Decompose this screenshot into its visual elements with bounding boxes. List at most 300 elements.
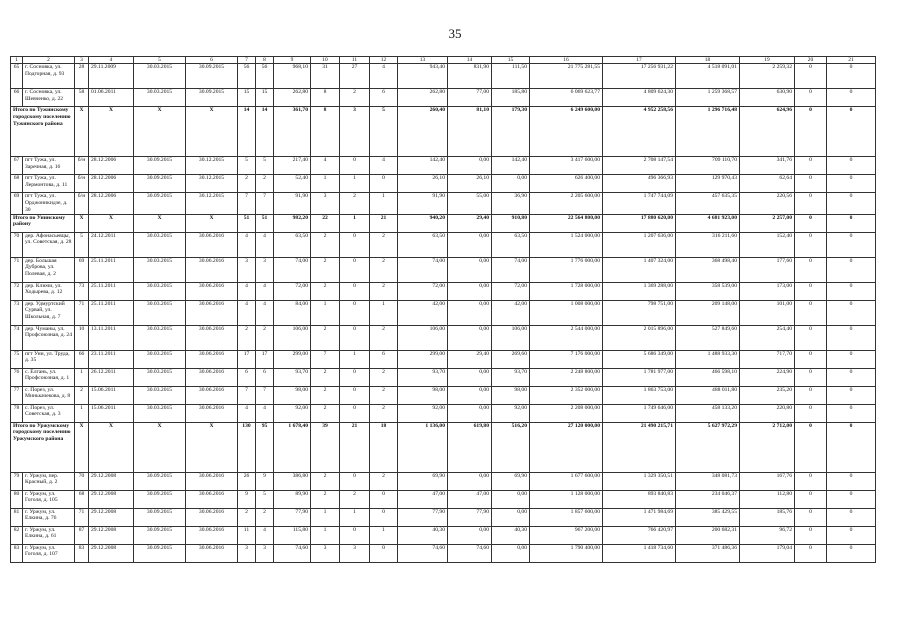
value-cell: 4 [256, 300, 274, 325]
value-cell: 1 471 984,69 [603, 508, 676, 526]
value-cell: 2 [238, 325, 256, 350]
value-cell: 28.12.2006 [89, 175, 134, 193]
value-cell: 30.03.2015 [134, 64, 186, 89]
value-cell: 1 008 000,00 [530, 300, 603, 325]
value-cell: 68 [75, 490, 89, 508]
value-cell: 893 840,83 [603, 490, 676, 508]
value-cell: 2 [340, 89, 370, 107]
address-cell: пгт Тужа, ул. Лермонтова, д. 11 [23, 175, 75, 193]
table-row [11, 544, 876, 562]
value-cell: 77,90 [398, 508, 448, 526]
value-cell: 0 [827, 325, 876, 350]
value-cell: 0 [340, 325, 370, 350]
value-cell: 30.06.2016 [186, 257, 238, 282]
value-cell: 5 686 349,00 [603, 350, 676, 368]
subtotal-cell: X [75, 107, 89, 157]
value-cell: 129 970,43 [676, 175, 740, 193]
value-cell: 0 [340, 368, 370, 386]
subtotal-cell: 17 880 620,00 [603, 214, 676, 232]
value-cell: 30.12.2015 [186, 157, 238, 175]
subtotal-cell: 22 [311, 214, 340, 232]
value-cell: 15 [238, 89, 256, 107]
column-number: 6 [186, 57, 238, 64]
value-cell: 87 [75, 526, 89, 544]
value-cell: 30.09.2015 [186, 64, 238, 89]
address-cell: пгт Тужа, ул. Орджоникидзе, д. 30 [23, 193, 75, 214]
column-number: 3 [75, 57, 89, 64]
value-cell: 4 [238, 282, 256, 300]
value-cell: 30.03.2015 [134, 404, 186, 422]
value-cell: 74,60 [274, 544, 311, 562]
value-cell: 0 [795, 508, 827, 526]
value-cell: 457 635,35 [676, 193, 740, 214]
value-cell: 299,00 [398, 350, 448, 368]
subtotal-row [11, 107, 876, 157]
value-cell: 717,70 [740, 350, 795, 368]
value-cell: 2 205 600,00 [530, 193, 603, 214]
value-cell: 30.09.2015 [134, 472, 186, 490]
value-cell: 30.06.2016 [186, 282, 238, 300]
value-cell: 1 728 000,00 [530, 282, 603, 300]
subtotal-cell: 619,80 [448, 422, 492, 472]
subtotal-cell: 5 [370, 107, 398, 157]
value-cell: 1 [340, 175, 370, 193]
value-cell: 1 [311, 300, 340, 325]
value-cell: 63,50 [398, 232, 448, 257]
value-cell: 30.03.2015 [134, 232, 186, 257]
value-cell: б/н [75, 193, 89, 214]
value-cell: 30.06.2016 [186, 526, 238, 544]
value-cell: 30.09.2015 [134, 175, 186, 193]
value-cell: 0 [795, 175, 827, 193]
value-cell: 17 [256, 350, 274, 368]
subtotal-cell: 81,10 [448, 107, 492, 157]
subtotal-cell: 516,20 [492, 422, 530, 472]
subtotal-cell: X [134, 422, 186, 472]
value-cell: 6 [256, 368, 274, 386]
subtotal-cell: 8 [311, 107, 340, 157]
address-cell: дер. Ключи, ул. Ходырева, д. 12 [23, 282, 75, 300]
value-cell: 0 [827, 404, 876, 422]
value-cell: 0,00 [448, 404, 492, 422]
value-cell: 72,00 [398, 282, 448, 300]
value-cell: 56 [256, 64, 274, 89]
value-cell: 1 488 933,30 [676, 350, 740, 368]
value-cell: 98,00 [398, 386, 448, 404]
value-cell: 2 208 000,00 [530, 404, 603, 422]
column-number-row [11, 57, 876, 64]
row-number-cell: 82 [11, 526, 23, 544]
value-cell: 7 [238, 386, 256, 404]
column-number: 21 [827, 57, 876, 64]
value-cell: 71 [75, 508, 89, 526]
value-cell: 1 [340, 508, 370, 526]
value-cell: 74,00 [398, 257, 448, 282]
value-cell: 0,00 [448, 526, 492, 544]
value-cell: 30.06.2016 [186, 544, 238, 562]
value-cell: 77,00 [448, 89, 492, 107]
value-cell: 0,00 [448, 257, 492, 282]
value-cell: 30.06.2016 [186, 350, 238, 368]
column-number: 16 [530, 57, 603, 64]
value-cell: 23.11.2011 [89, 350, 134, 368]
value-cell: 0,00 [448, 386, 492, 404]
value-cell: 28 [75, 64, 89, 89]
value-cell: 30.03.2015 [134, 368, 186, 386]
value-cell: 17 256 931,22 [603, 64, 676, 89]
subtotal-cell: 982,20 [274, 214, 311, 232]
value-cell: 26,10 [448, 175, 492, 193]
column-number: 10 [311, 57, 340, 64]
subtotal-cell: 21 [370, 214, 398, 232]
value-cell: 93,70 [274, 368, 311, 386]
value-cell: 29.12.2008 [89, 544, 134, 562]
value-cell: 0 [827, 89, 876, 107]
row-number-cell: 83 [11, 544, 23, 562]
value-cell: 0 [827, 193, 876, 214]
table-row [11, 508, 876, 526]
subtotal-cell: 21 490 215,71 [603, 422, 676, 472]
value-cell: 0 [370, 490, 398, 508]
value-cell: 92,00 [492, 404, 530, 422]
value-cell: 29.12.2008 [89, 472, 134, 490]
subtotal-cell: 940,20 [398, 214, 448, 232]
value-cell: 93,70 [398, 368, 448, 386]
value-cell: 2 [370, 404, 398, 422]
subtotal-cell: 51 [238, 214, 256, 232]
value-cell: 70 [75, 472, 89, 490]
value-cell: 2 [340, 490, 370, 508]
value-cell: 177,60 [740, 257, 795, 282]
value-cell: 13.11.2011 [89, 325, 134, 350]
value-cell: 3 [238, 544, 256, 562]
value-cell: 3 [311, 544, 340, 562]
subtotal-cell: 3 [340, 107, 370, 157]
housing-register-table [10, 56, 876, 563]
value-cell: 4 [256, 232, 274, 257]
table-row [11, 368, 876, 386]
value-cell: 6 [370, 89, 398, 107]
subtotal-cell: 29,40 [448, 214, 492, 232]
subtotal-cell: X [75, 214, 89, 232]
value-cell: 106,00 [274, 325, 311, 350]
value-cell: 316 211,60 [676, 232, 740, 257]
value-cell: 1 [370, 193, 398, 214]
value-cell: 0,00 [492, 508, 530, 526]
table-row [11, 64, 876, 89]
value-cell: 1 [311, 526, 340, 544]
subtotal-cell: 14 [256, 107, 274, 157]
value-cell: 74,00 [492, 257, 530, 282]
page-number: 35 [448, 26, 462, 41]
value-cell: 29.12.2008 [89, 490, 134, 508]
value-cell: 30.12.2015 [186, 193, 238, 214]
value-cell: 2 352 000,00 [530, 386, 603, 404]
value-cell: 458 133,20 [676, 404, 740, 422]
row-number-cell: 71 [11, 257, 23, 282]
value-cell: 943,40 [398, 64, 448, 89]
value-cell: 30.09.2015 [134, 508, 186, 526]
value-cell: 10 [75, 325, 89, 350]
column-number: 20 [795, 57, 827, 64]
subtotal-cell: 6 249 600,00 [530, 107, 603, 157]
value-cell: 152,40 [740, 232, 795, 257]
value-cell: 0 [827, 472, 876, 490]
value-cell: 1 407 324,00 [603, 257, 676, 282]
subtotal-cell: 51 [256, 214, 274, 232]
value-cell: 0 [795, 257, 827, 282]
address-cell: г. Уржум, ул. Елкина, д. 61 [23, 526, 75, 544]
subtotal-cell: 1 296 716,48 [676, 107, 740, 157]
row-number-cell: 73 [11, 300, 23, 325]
subtotal-cell: 2 257,00 [740, 214, 795, 232]
address-cell: дер. Удмуртский Сурвай, ул. Школьная, д. 7 [23, 300, 75, 325]
value-cell: 63,50 [274, 232, 311, 257]
value-cell: 0 [827, 490, 876, 508]
value-cell: 0 [340, 472, 370, 490]
value-cell: 15.06.2011 [89, 386, 134, 404]
value-cell: 96,72 [740, 526, 795, 544]
value-cell: 28.12.2006 [89, 193, 134, 214]
value-cell: 2 [238, 175, 256, 193]
value-cell: 2 [311, 325, 340, 350]
subtotal-cell: 4 681 923,00 [676, 214, 740, 232]
value-cell: 3 [340, 544, 370, 562]
value-cell: 72,00 [274, 282, 311, 300]
value-cell: 91,90 [398, 193, 448, 214]
address-cell: пгт Тужа, ул. Заречная, д. 16 [23, 157, 75, 175]
value-cell: 0,00 [448, 282, 492, 300]
value-cell: 30.09.2015 [134, 157, 186, 175]
value-cell: 3 417 600,00 [530, 157, 603, 175]
value-cell: 73 [75, 282, 89, 300]
value-cell: 831,90 [448, 64, 492, 89]
value-cell: 7 176 000,00 [530, 350, 603, 368]
subtotal-cell: X [89, 422, 134, 472]
table-row [11, 257, 876, 282]
value-cell: 0 [827, 157, 876, 175]
address-cell: дер. Большая Дуброва, ул. Полевая, д. 2 [23, 257, 75, 282]
subtotal-cell: 2 712,00 [740, 422, 795, 472]
value-cell: 30.06.2016 [186, 232, 238, 257]
value-cell: 0 [795, 193, 827, 214]
value-cell: 2 [311, 404, 340, 422]
value-cell: 254,40 [740, 325, 795, 350]
subtotal-cell: X [75, 422, 89, 472]
value-cell: 1 749 646,00 [603, 404, 676, 422]
column-number: 9 [274, 57, 311, 64]
value-cell: 6 069 623,77 [530, 89, 603, 107]
subtotal-cell: 14 [238, 107, 256, 157]
value-cell: 89,90 [274, 490, 311, 508]
subtotal-label: Итого по Унинскому району [11, 214, 75, 232]
value-cell: 0 [340, 257, 370, 282]
value-cell: 2 [370, 472, 398, 490]
value-cell: 30.06.2016 [186, 386, 238, 404]
value-cell: 5 [75, 232, 89, 257]
value-cell: 30.06.2016 [186, 508, 238, 526]
value-cell: 262,80 [398, 89, 448, 107]
value-cell: 36,90 [492, 193, 530, 214]
value-cell: 0 [340, 157, 370, 175]
value-cell: 29,40 [448, 350, 492, 368]
value-cell: 358 539,00 [676, 282, 740, 300]
value-cell: 0 [795, 300, 827, 325]
value-cell: 2 [256, 175, 274, 193]
value-cell: 220,56 [740, 193, 795, 214]
value-cell: 2 015 896,00 [603, 325, 676, 350]
value-cell: 2 [370, 257, 398, 282]
value-cell: 30.09.2015 [134, 193, 186, 214]
subtotal-cell: X [134, 107, 186, 157]
value-cell: 4 [238, 232, 256, 257]
value-cell: 0,00 [448, 368, 492, 386]
value-cell: 2 [238, 508, 256, 526]
value-cell: 2 [340, 193, 370, 214]
row-number-cell: 78 [11, 404, 23, 422]
value-cell: 0 [340, 404, 370, 422]
address-cell: г. Сосновка, ул. Подгорная, д. 93 [23, 64, 75, 89]
value-cell: 55,00 [448, 193, 492, 214]
value-cell: 209 148,00 [676, 300, 740, 325]
value-cell: 185,76 [740, 508, 795, 526]
value-cell: 2 [256, 508, 274, 526]
value-cell: 0 [795, 325, 827, 350]
value-cell: 2 708 147,54 [603, 157, 676, 175]
value-cell: 26 [238, 472, 256, 490]
value-cell: 58 [75, 89, 89, 107]
value-cell: 4 518 091,01 [676, 64, 740, 89]
value-cell: 466 598,10 [676, 368, 740, 386]
address-cell: пгт Уни, ул. Труда, д. 35 [23, 350, 75, 368]
subtotal-row [11, 422, 876, 472]
value-cell: 173,00 [740, 282, 795, 300]
column-number: 8 [256, 57, 274, 64]
subtotal-cell: 1 136,00 [398, 422, 448, 472]
value-cell: 0 [827, 300, 876, 325]
value-cell: 74,60 [398, 544, 448, 562]
value-cell: 30.03.2015 [134, 257, 186, 282]
value-cell: 17 [238, 350, 256, 368]
subtotal-cell: X [89, 214, 134, 232]
value-cell: 0 [795, 544, 827, 562]
value-cell: 30.06.2016 [186, 490, 238, 508]
value-cell: 25.11.2011 [89, 257, 134, 282]
row-number-cell: 77 [11, 386, 23, 404]
value-cell: 2 [311, 282, 340, 300]
value-cell: 30.03.2015 [134, 350, 186, 368]
value-cell: 30.09.2015 [134, 526, 186, 544]
value-cell: 7 [311, 350, 340, 368]
column-number: 1 [11, 57, 23, 64]
value-cell: 142,40 [492, 157, 530, 175]
value-cell: 1 128 000,00 [530, 490, 603, 508]
value-cell: 62,64 [740, 175, 795, 193]
subtotal-cell: 910,80 [492, 214, 530, 232]
table-row [11, 386, 876, 404]
row-number-cell: 80 [11, 490, 23, 508]
value-cell: 220,80 [740, 404, 795, 422]
value-cell: 106,00 [492, 325, 530, 350]
value-cell: 98,00 [492, 386, 530, 404]
address-cell: дер. Афонасьевцы, ул. Советская, д. 28 [23, 232, 75, 257]
value-cell: 496 366,93 [603, 175, 676, 193]
value-cell: 234 046,37 [676, 490, 740, 508]
value-cell: 69,90 [492, 472, 530, 490]
column-number: 5 [134, 57, 186, 64]
value-cell: 29.11.2009 [89, 64, 134, 89]
address-cell: г. Уржум, ул. Гоголя, д. 105 [23, 490, 75, 508]
value-cell: 385 429,55 [676, 508, 740, 526]
subtotal-row [11, 214, 876, 232]
value-cell: 26,10 [398, 175, 448, 193]
value-cell: 9 [238, 490, 256, 508]
value-cell: 0 [827, 526, 876, 544]
value-cell: 0 [795, 386, 827, 404]
value-cell: 0 [795, 404, 827, 422]
value-cell: 0 [795, 282, 827, 300]
value-cell: 30.09.2015 [134, 544, 186, 562]
value-cell: 2 [370, 368, 398, 386]
subtotal-cell: 22 564 800,00 [530, 214, 603, 232]
value-cell: 31 [311, 64, 340, 89]
value-cell: 6 [238, 368, 256, 386]
value-cell: 30.03.2015 [134, 300, 186, 325]
value-cell: 0,00 [448, 300, 492, 325]
value-cell: 4 [256, 282, 274, 300]
value-cell: 5 [256, 490, 274, 508]
value-cell: 30.06.2016 [186, 472, 238, 490]
value-cell: 1 259 368,57 [676, 89, 740, 107]
column-number: 15 [492, 57, 530, 64]
value-cell: 42,00 [398, 300, 448, 325]
subtotal-cell: X [186, 214, 238, 232]
value-cell: 0 [795, 472, 827, 490]
value-cell: 4 809 624,30 [603, 89, 676, 107]
value-cell: 7 [256, 386, 274, 404]
table-row [11, 193, 876, 214]
column-number: 12 [370, 57, 398, 64]
value-cell: 98,00 [274, 386, 311, 404]
column-number: 11 [340, 57, 370, 64]
value-cell: 626 400,00 [530, 175, 603, 193]
row-number-cell: 65 [11, 64, 23, 89]
subtotal-cell: 39 [311, 422, 340, 472]
subtotal-cell: 0 [795, 107, 827, 157]
value-cell: 69,90 [398, 472, 448, 490]
address-cell: с. Елгань, ул. Профсоюзная, д. 1 [23, 368, 75, 386]
value-cell: 72,00 [492, 282, 530, 300]
address-cell: г. Уржум, ул. Елкина, д. 76 [23, 508, 75, 526]
value-cell: б/н [75, 175, 89, 193]
value-cell: 0 [827, 386, 876, 404]
value-cell: 527 849,60 [676, 325, 740, 350]
address-cell: г. Уржум, ул. Гоголя, д. 107 [23, 544, 75, 562]
table-row [11, 472, 876, 490]
value-cell: 262,80 [274, 89, 311, 107]
value-cell: 25.11.2011 [89, 300, 134, 325]
value-cell: 30.09.2015 [186, 89, 238, 107]
value-cell: 167,76 [740, 472, 795, 490]
subtotal-cell: 260,40 [398, 107, 448, 157]
row-number-cell: 74 [11, 325, 23, 350]
subtotal-cell: 95 [256, 422, 274, 472]
value-cell: 25.11.2011 [89, 282, 134, 300]
value-cell: 4 [238, 404, 256, 422]
value-cell: 30.06.2016 [186, 300, 238, 325]
table-row [11, 89, 876, 107]
subtotal-cell: 130 [238, 422, 256, 472]
